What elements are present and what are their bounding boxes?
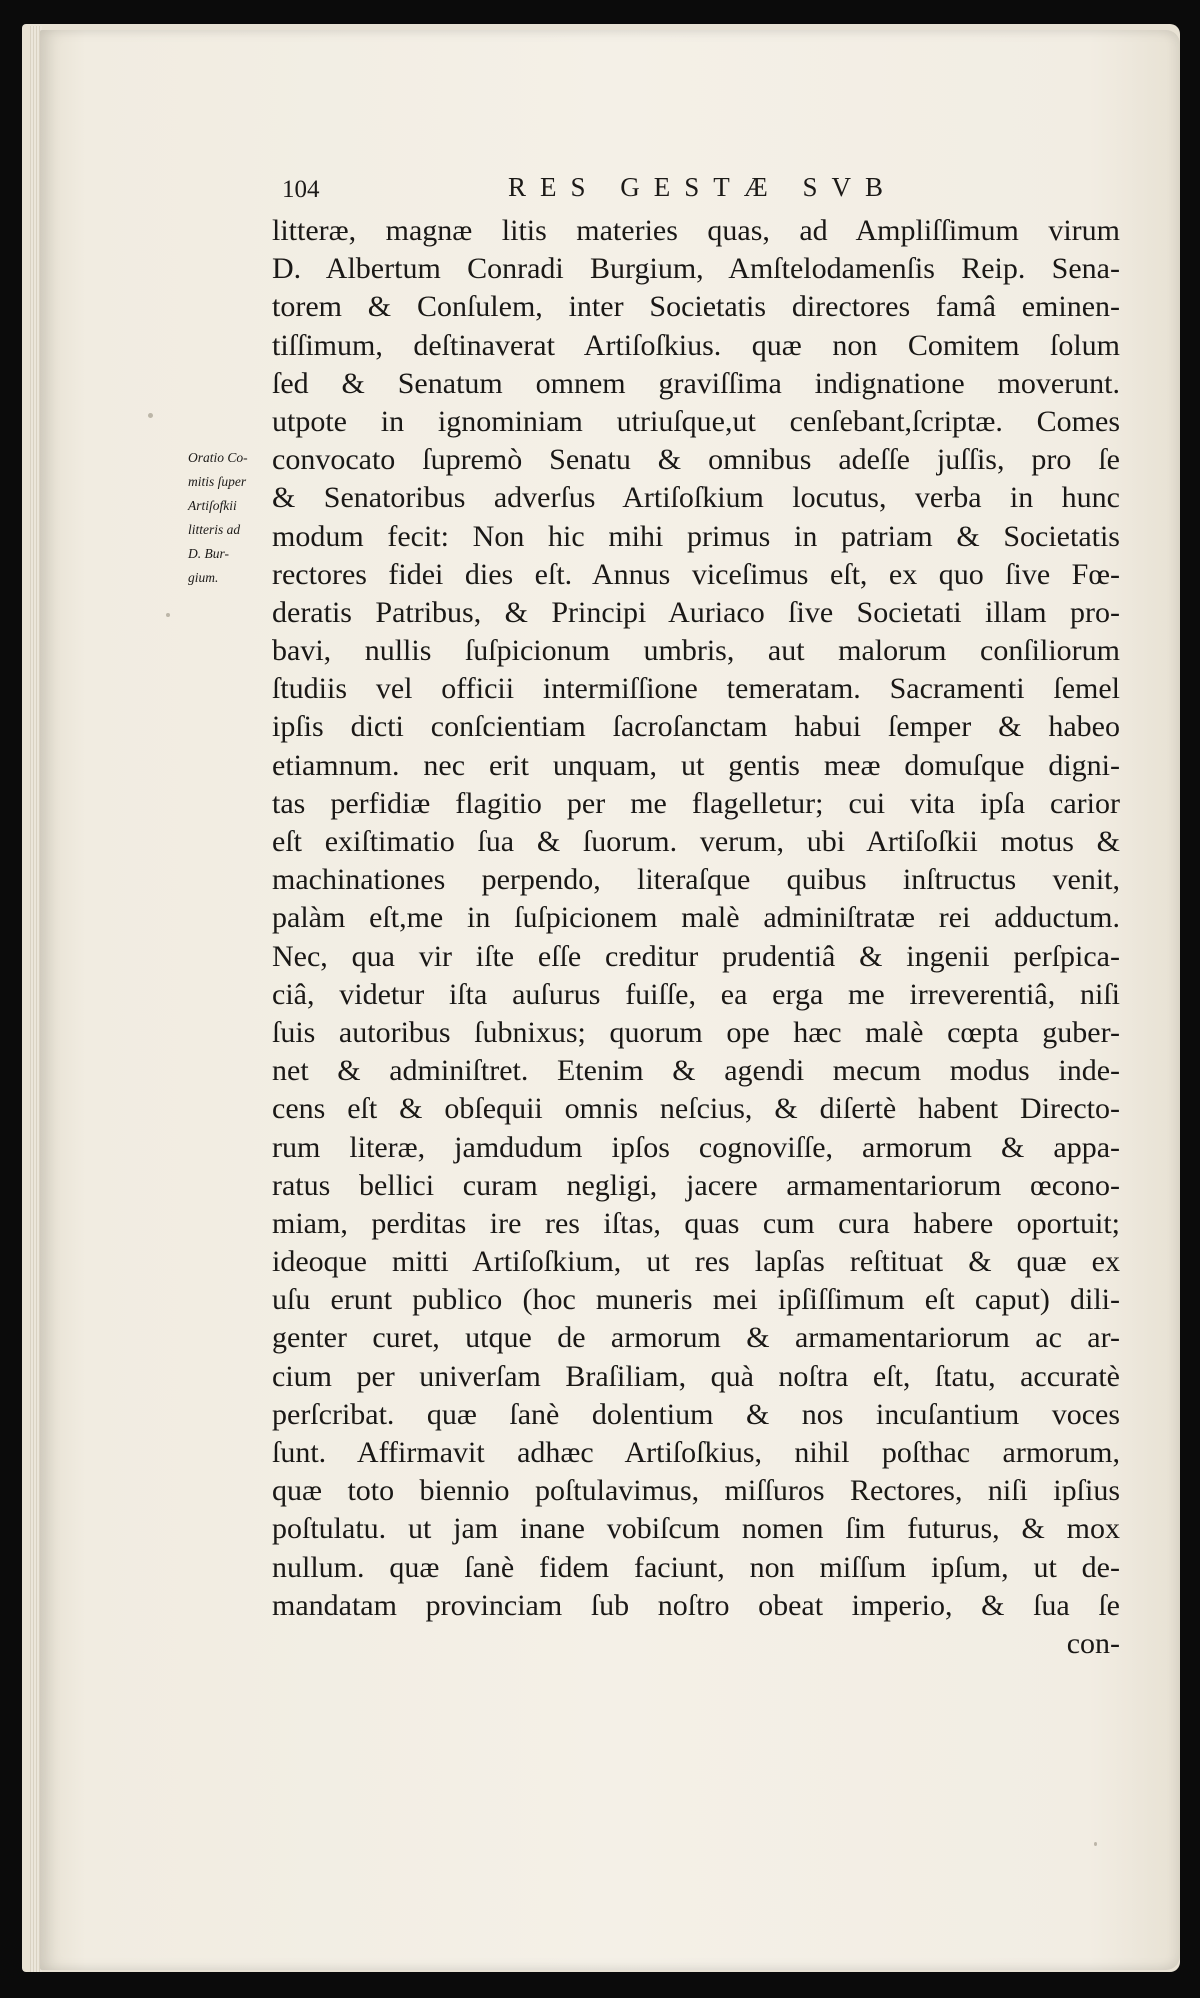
body-text	[272, 212, 1120, 1663]
text-line: utpote in ignominiam utriuſque,ut cenſebant,ſcriptæ. Comes	[272, 404, 1120, 438]
text-line: & Senatoribus adverſus Artiſoſkium locutus, verba in hunc	[272, 481, 1120, 515]
text-line: perſcribat. quæ ſanè dolentium & nos incuſantium voces	[272, 1397, 1120, 1431]
text-line: ſtudiis vel officii intermiſſione temeratam. Sacramenti ſemel	[272, 672, 1120, 706]
text-line: ipſis dicti conſcientiam ſacroſanctam habui ſemper & habeo	[272, 710, 1120, 744]
text-line: D. Albertum Conradi Burgium, Amſtelodamenſis Reip. Sena-	[272, 252, 1120, 286]
text-line: litteræ, magnæ litis materies quas, ad Ampliſſimum virum	[272, 214, 1120, 247]
text-line: eſt exiſtimatio ſua & ſuorum. verum, ubi Artiſoſkii motus &	[272, 825, 1120, 858]
header-title: RES GESTÆ SVB	[508, 172, 898, 202]
text-line: ideoque mitti Artiſoſkium, ut res lapſas reſtituat & quæ ex	[272, 1245, 1120, 1279]
text-line: nullum. quæ ſanè fidem faciunt, non miſſum ipſum, ut de-	[272, 1550, 1120, 1584]
ink-speck	[148, 413, 153, 418]
margin-note-line: D. Bur-	[188, 546, 229, 561]
text-line: torem & Conſulem, inter Societatis directores famâ eminen-	[272, 290, 1120, 324]
text-line: bavi, nullis ſuſpicionum umbris, aut malorum conſiliorum	[272, 634, 1120, 668]
margin-note-line: Oratio Co-	[188, 450, 248, 465]
text-line: palàm eſt,me in ſuſpicionem malè adminiſtratæ rei adductum.	[272, 901, 1120, 935]
ink-speck	[166, 613, 170, 617]
text-line: machinationes perpendo, literaſque quibus inſtructus venit,	[272, 863, 1120, 897]
text-line: cium per univerſam Braſiliam, quà noſtra eſt, ſtatu, accuratè	[272, 1359, 1120, 1393]
text-line: convocato ſupremò Senatu & omnibus adeſſe juſſis, pro ſe	[272, 443, 1120, 477]
margin-note-line: Artiſofkii	[188, 498, 237, 513]
text-line: tas perfidiæ flagitio per me flagelletur; cui vita ipſa carior	[272, 786, 1120, 820]
text-line: ſuis autoribus ſubnixus; quorum ope hæc malè cœpta guber-	[272, 1015, 1120, 1049]
text-line: Nec, qua vir iſte eſſe creditur prudentiâ & ingenii perſpica-	[272, 939, 1120, 973]
text-line: poſtulatu. ut jam inane vobiſcum nomen ſim futurus, & mox	[272, 1512, 1120, 1546]
text-line: modum fecit: Non hic mihi primus in patriam & Societatis	[272, 519, 1120, 553]
text-line: tiſſimum, deſtinaverat Artiſoſkius. quæ non Comitem ſolum	[272, 328, 1120, 362]
running-head	[282, 172, 1122, 212]
text-line: deratis Patribus, & Principi Auriaco ſive Societati illam pro-	[272, 595, 1120, 629]
text-line: ciâ, videtur iſta auſurus fuiſſe, ea erga me irreverentiâ, niſi	[272, 977, 1120, 1011]
text-line: mandatam provinciam ſub noſtro obeat imperio, & ſua ſe	[272, 1588, 1120, 1622]
text-line: cens eſt & obſequii omnis neſcius, & diſertè habent Directo-	[272, 1092, 1120, 1126]
text-line: rum literæ, jamdudum ipſos cognoviſſe, armorum & appa-	[272, 1130, 1120, 1164]
text-line: quæ toto biennio poſtulavimus, miſſuros Rectores, niſi ipſius	[272, 1474, 1120, 1508]
text-line: ſed & Senatum omnem graviſſima indignatione moverunt.	[272, 366, 1120, 400]
margin-note	[188, 446, 272, 590]
margin-note-line: litteris ad	[188, 522, 241, 537]
catchword: con-	[1066, 1626, 1120, 1660]
text-line: net & adminiſtret. Etenim & agendi mecum modus inde-	[272, 1054, 1120, 1088]
text-line: miam, perditas ire res iſtas, quas cum cura habere oportuit;	[272, 1206, 1120, 1240]
text-line: ratus bellici curam negligi, jacere armamentariorum œcono-	[272, 1168, 1120, 1202]
text-line: rectores fidei dies eſt. Annus viceſimus eſt, ex quo ſive Fœ-	[272, 557, 1120, 591]
margin-note-line: gium.	[188, 570, 219, 585]
page-number: 104	[282, 176, 320, 203]
text-line: ſunt. Affirmavit adhæc Artiſoſkius, nihil poſthac armorum,	[272, 1436, 1120, 1469]
margin-note-line: mitis ſuper	[188, 474, 247, 489]
ink-speck	[1094, 1842, 1097, 1846]
text-line: genter curet, utque de armorum & armamentariorum ac ar-	[272, 1321, 1120, 1355]
text-line: etiamnum. nec erit unquam, ut gentis meæ domuſque digni-	[272, 748, 1120, 782]
text-line: uſu erunt publico (hoc muneris mei ipſiſſimum eſt caput) dili-	[272, 1283, 1120, 1317]
